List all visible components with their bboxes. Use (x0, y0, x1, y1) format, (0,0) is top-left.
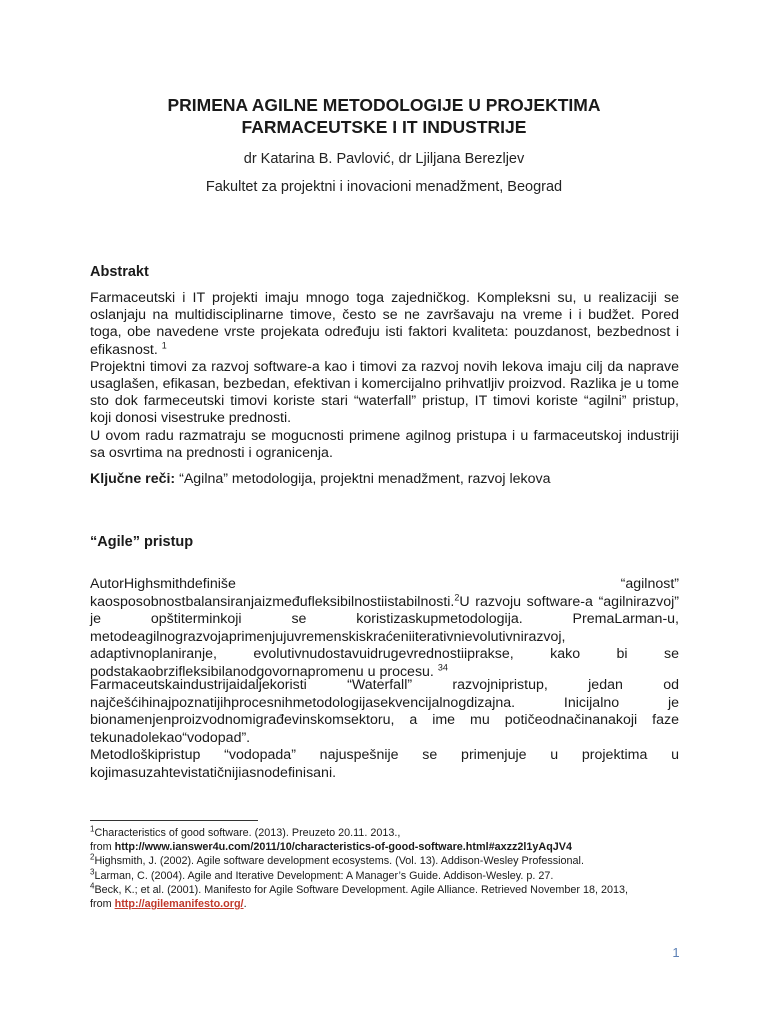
agile-section-paragraph-1 (90, 576, 679, 681)
footnote-2-mark: 2 (90, 852, 95, 862)
abstract-p1-text: Farmaceutski i IT projekti imaju mnogo toga zajedničkog. Kompleksni su, u realizaciji se oslanjaju na multidisciplinarne timove, često se ne završavaju na vreme i i budžet. Pored toga, obe navedene vrste projekata određuju isti faktori kvaliteta: pouzdanost, bezbednost i efikasnost. (90, 290, 679, 358)
keywords-text: “Agilna” metodologija, projektni menadžment, razvoj lekova (175, 471, 551, 487)
agile-p2: Farmaceutskaindustrijaidaljekoristi “Waterfall” razvojnipristup, jedan od najčešćihinajpoznatijihprocesnihmetodologijasekvencijalnogdizajna. Inicijalno je bionamenjenproizvodnomigrađevinskomsektoru, a ime mu potičeodnačinanakoji faze tekunadolekao“vodopad”. (90, 677, 679, 746)
paper-title (90, 94, 678, 138)
footnote-1 (90, 826, 690, 840)
title-line-2: FARMACEUTSKE I IT INDUSTRIJE (241, 117, 527, 137)
agile-p1b: U razvoju software-a “agilnirazvoj” je opštiterminkoji se koristizaskupmetodologija. PremaLarman-u, metodeagilnograzvojaprimenjujuvremenskiskraćeniiterativnievolutivnirazvoj, adaptivnoplaniranje, evolutivnudostavuidrugevrednostiiprakse, kako bi se podstakaobrzifleksibilanodgovornapromenu u procesu. (90, 593, 679, 680)
keywords (90, 470, 679, 488)
agile-p1a: AutorHighsmithdefiniše “agilnost” kaosposobnostbalansiranjaizmeđufleksibilnostiistabilnosti. (90, 576, 679, 610)
agile-ref-34: 34 (437, 661, 448, 672)
agile-p1 (90, 576, 679, 681)
agile-p3: Metodloškipristup “vodopada” najuspešnije se primenjuje u projektima u kojimasuzahtevistatičnijiasnodefinisani. (90, 747, 679, 781)
footnote-1-link[interactable]: http://www.ianswer4u.com/2011/10/characteristics-of-good-software.html#axzz2l1yAqJV4 (114, 841, 573, 854)
footnote-1-mark: 1 (90, 824, 95, 834)
agile-ref-2: 2 (454, 591, 460, 602)
abstract-paragraph-1 (90, 290, 679, 359)
agile-section-paragraph-2 (90, 677, 679, 782)
footnote-1-source (90, 840, 690, 854)
abstract-paragraph-3: U ovom radu razmatraju se mogucnosti primene agilnog pristupa i u farmaceutskoj industriji sa osvrtima na prednosti i ogranicenja. (90, 427, 679, 461)
footnote-3-text: Larman, C. (2004). Agile and Iterative Development: A Manager’s Guide. Addison-Wesley. p. 27. (94, 869, 554, 882)
footnote-2 (90, 854, 690, 868)
footnotes (90, 826, 690, 911)
abstract-body (90, 290, 679, 462)
footnote-1-from: from (90, 841, 115, 854)
keywords-label: Ključne reči: (90, 471, 176, 487)
footnote-4-source (90, 897, 690, 911)
footnote-4-mark: 4 (90, 881, 95, 891)
authors: dr Katarina B. Pavlović, dr Ljiljana Berezljev (243, 151, 525, 167)
affiliation: Fakultet za projektni i inovacioni menadžment, Beograd (205, 179, 563, 195)
agile-section-heading: “Agile” pristup (90, 534, 194, 550)
title-line-1: PRIMENA AGILNE METODOLOGIJE U PROJEKTIMA (167, 95, 601, 115)
footnote-4-end: . (243, 898, 247, 911)
abstract-ref-1: 1 (161, 339, 167, 350)
page-number: 1 (672, 945, 680, 960)
abstract-paragraph-2: Projektni timovi za razvoj software-a kao i timovi za razvoj novih lekova imaju cilj da naprave usaglašen, efikasan, bezbedan, efektivan i komercijalno prihvatljiv proizvod. Razlika je u tome sto dok farmeceutski timovi koriste stari “waterfall” pristup, IT timovi koriste “agilni” pristup, koji donosi visestruke prednosti. (90, 358, 679, 427)
footnote-4 (90, 883, 690, 897)
footnote-4-text: Beck, K.; et al. (2001). Manifesto for Agile Software Development. Agile Alliance. Retrieved November 18, 2013, (94, 883, 628, 896)
footnote-separator (90, 820, 258, 821)
footnote-3-mark: 3 (90, 867, 95, 877)
footnote-3 (90, 869, 690, 883)
footnote-2-text: Highsmith, J. (2002). Agile software development ecosystems. (Vol. 13). Addison-Wesley Professional. (94, 855, 584, 868)
footnote-4-link[interactable]: http://agilemanifesto.org/ (114, 898, 244, 911)
abstract-heading: Abstrakt (90, 264, 149, 280)
footnote-4-from: from (90, 898, 115, 911)
footnote-1-text: Characteristics of good software. (2013). Preuzeto 20.11. 2013., (94, 827, 401, 839)
